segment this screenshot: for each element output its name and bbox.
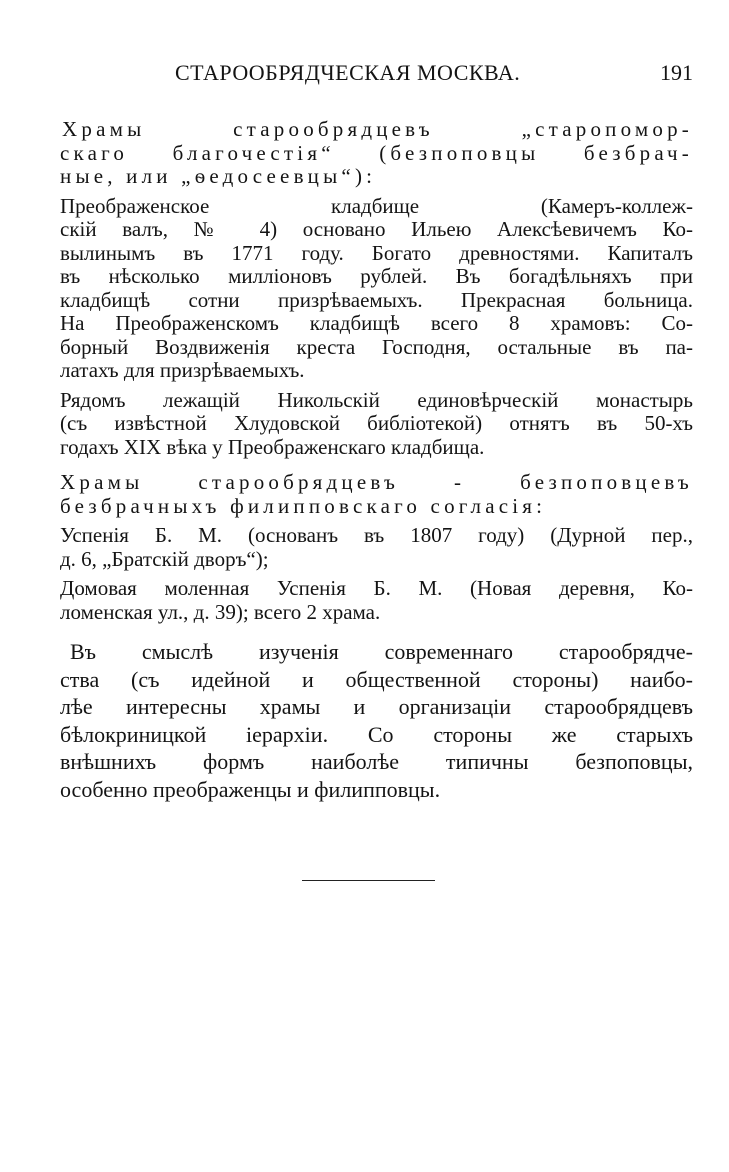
heading-line: Храмы старообрядцевъ - безпоповцевъ (60, 470, 693, 494)
entry-line: годахъ XIX вѣка у Преображенскаго кладбища. (60, 434, 485, 459)
entry-uspenie-church (60, 524, 693, 571)
entry-line: вылинымъ въ 1771 году. Богато древностями. Капиталъ (60, 240, 693, 265)
end-divider-rule (302, 880, 435, 881)
entry-line: Домовая моленная Успенія Б. М. (Новая деревня, Ко- (60, 576, 693, 600)
heading-line: Храмы старообрядцевъ „старопомор- (62, 117, 693, 141)
entry-line: латахъ для призрѣваемыхъ. (60, 358, 305, 382)
entry-line: (съ извѣстной Хлудовской библіотекой) отнятъ въ 50-хъ (60, 411, 693, 435)
page-number: 191 (660, 60, 693, 85)
heading-line: скаго благочестія“ (безпоповцы безбрач- (60, 140, 693, 165)
section-heading-philippian (60, 471, 693, 518)
body-text (60, 118, 693, 815)
paragraph-line: Въ смыслѣ изученія современнаго старообрядче- (70, 639, 693, 664)
entry-line: ломенская ул., д. 39); всего 2 храма. (60, 599, 381, 624)
entry-line: въ нѣсколько милліоновъ рублей. Въ богадѣльняхъ при (60, 264, 693, 288)
paragraph-line: бѣлокриницкой іерархіи. Со стороны же старыхъ (60, 721, 693, 747)
paragraph-line: ства (съ идейной и общественной стороны) наибо- (60, 666, 693, 692)
entry-preobrazhenskoe-cemetery (60, 195, 693, 383)
section-heading-pomorian (60, 118, 693, 189)
running-head (60, 60, 693, 94)
running-title: СТАРООБРЯДЧЕСКАЯ МОСКВА. (175, 60, 521, 85)
entry-line: Успенія Б. М. (основанъ въ 1807 году) (Дурной пер., (60, 523, 693, 547)
paragraph-line: особенно преображенцы и филипповцы. (60, 776, 441, 802)
heading-line: ные, или „ѳедосеевцы“): (60, 164, 377, 188)
entry-line: Преображенское кладбище (Камеръ-коллеж- (60, 193, 693, 218)
entry-line: Рядомъ лежащій Никольскій единовѣрческій монастырь (60, 387, 693, 412)
heading-line: безбрачныхъ филипповскаго согласія: (60, 493, 547, 518)
entry-line: кладбищѣ сотни призрѣваемыхъ. Прекрасная больница. (60, 287, 693, 312)
entry-line: скій валъ, № 4) основано Ильею Алексѣевичемъ Ко- (60, 217, 693, 241)
entry-line: д. 6, „Братскій дворъ“); (60, 546, 269, 571)
entry-line: На Преображенскомъ кладбищѣ всего 8 храмовъ: Со- (60, 311, 693, 335)
closing-paragraph (60, 638, 693, 803)
entry-nikolsky-monastery (60, 389, 693, 460)
entry-line: борный Воздвиженія креста Господня, остальные въ па- (60, 334, 693, 359)
paragraph-line: лѣе интересны храмы и организаціи старообрядцевъ (60, 694, 693, 719)
paragraph-line: внѣшнихъ формъ наиболѣе типичны безпоповцы, (60, 749, 693, 774)
entry-house-chapel (60, 577, 693, 624)
